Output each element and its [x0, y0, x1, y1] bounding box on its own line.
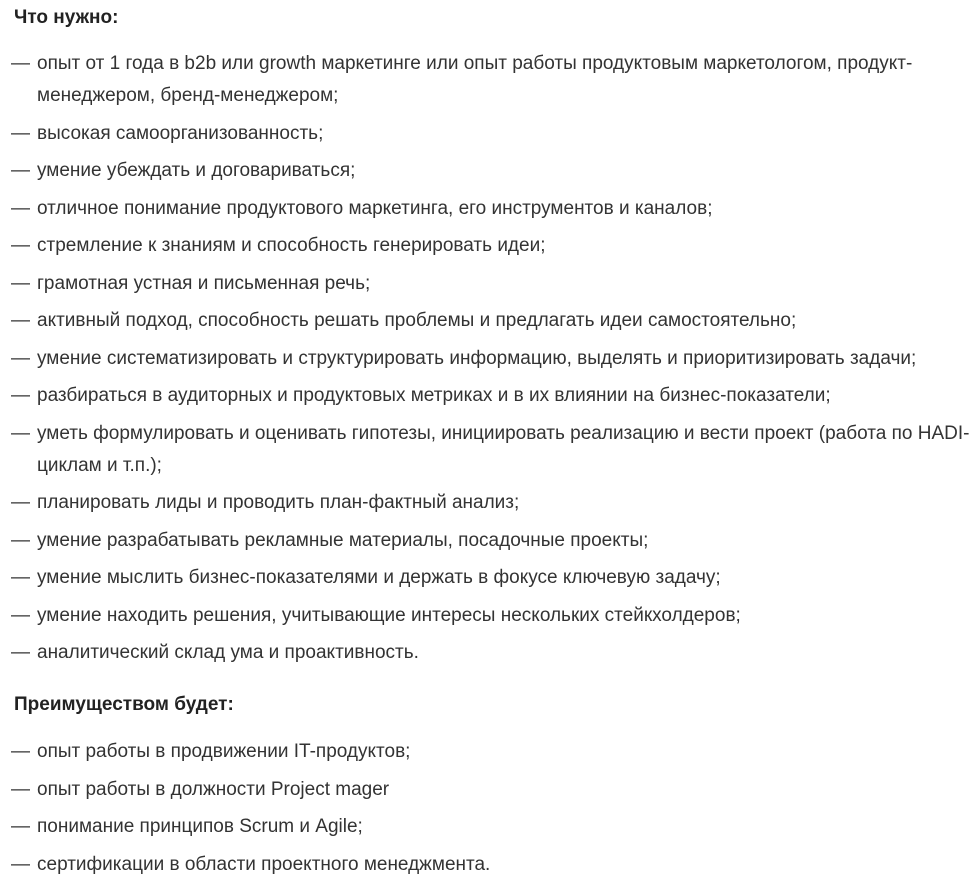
list-item	[11, 155, 974, 187]
list-item-text: разбираться в аудиторных и продуктовых метриках и в их влиянии на бизнес-показатели;	[37, 385, 831, 406]
list-item-text: уметь формулировать и оценивать гипотезы, инициировать реализацию и вести проект (работа по HADI-циклам и т.п.);	[37, 422, 970, 476]
dash-bullet: —	[11, 53, 30, 74]
dash-bullet: —	[11, 122, 30, 144]
dash-bullet: —	[11, 604, 30, 626]
list-item	[11, 193, 974, 225]
dash-bullet: —	[11, 778, 30, 800]
dash-bullet: —	[11, 492, 30, 513]
list-item	[11, 118, 974, 150]
list-item	[11, 774, 974, 806]
list-item-text: понимание принципов Scrum и Agile;	[37, 816, 363, 837]
requirements-heading: Что нужно:	[14, 7, 119, 28]
list-item-text: опыт от 1 года в b2b или growth маркетинге или опыт работы продуктовым маркетологом, продукт-менеджером, бренд-менеджером;	[37, 53, 913, 106]
list-item-text: опыт работы в продвижении IT-продуктов;	[37, 741, 411, 762]
requirements-list	[11, 48, 974, 669]
list-item	[11, 343, 974, 375]
list-item-text: умение находить решения, учитывающие интересы нескольких стейкхолдеров;	[37, 604, 741, 626]
list-item-text: умение убеждать и договариваться;	[37, 160, 356, 181]
list-item	[11, 487, 974, 519]
dash-bullet: —	[11, 816, 30, 837]
list-item-text: отличное понимание продуктового маркетинга, его инструментов и каналов;	[37, 197, 713, 219]
dash-bullet: —	[11, 272, 30, 294]
list-item	[11, 811, 974, 843]
list-item	[11, 736, 974, 768]
dash-bullet: —	[11, 197, 30, 219]
dash-bullet: —	[11, 529, 30, 551]
list-item-text: высокая самоорганизованность;	[37, 122, 324, 144]
list-item-text: сертификации в области проектного менеджмента.	[37, 853, 491, 875]
dash-bullet: —	[11, 310, 30, 331]
list-item	[11, 305, 974, 337]
dash-bullet: —	[11, 160, 30, 181]
list-item	[11, 562, 974, 594]
list-item	[11, 418, 974, 482]
list-item	[11, 600, 974, 632]
dash-bullet: —	[11, 235, 30, 256]
advantages-heading: Преимуществом будет:	[14, 694, 234, 715]
list-item	[11, 637, 974, 669]
list-item	[11, 525, 974, 557]
list-item-text: умение систематизировать и структурировать информацию, выделять и приоритизировать задачи;	[37, 347, 917, 369]
list-item	[11, 380, 974, 412]
dash-bullet: —	[11, 741, 30, 762]
list-item	[11, 48, 974, 112]
list-item	[11, 268, 974, 300]
dash-bullet: —	[11, 853, 30, 875]
list-item-text: аналитический склад ума и проактивность.	[37, 642, 419, 663]
list-item-text: грамотная устная и письменная речь;	[37, 272, 371, 294]
dash-bullet: —	[11, 422, 30, 444]
dash-bullet: —	[11, 385, 30, 406]
dash-bullet: —	[11, 642, 30, 663]
list-item	[11, 849, 974, 881]
list-item-text: умение мыслить бизнес-показателями и держать в фокусе ключевую задачу;	[37, 567, 721, 588]
dash-bullet: —	[11, 567, 30, 588]
list-item-text: стремление к знаниям и способность генерировать идеи;	[37, 235, 546, 256]
list-item	[11, 230, 974, 262]
list-item-text: активный подход, способность решать проблемы и предлагать идеи самостоятельно;	[37, 310, 797, 331]
advantages-list	[11, 736, 974, 881]
list-item-text: опыт работы в должности Project mager	[37, 778, 390, 800]
dash-bullet: —	[11, 347, 30, 369]
list-item-text: планировать лиды и проводить план-фактный анализ;	[37, 492, 520, 513]
list-item-text: умение разрабатывать рекламные материалы, посадочные проекты;	[37, 529, 649, 551]
